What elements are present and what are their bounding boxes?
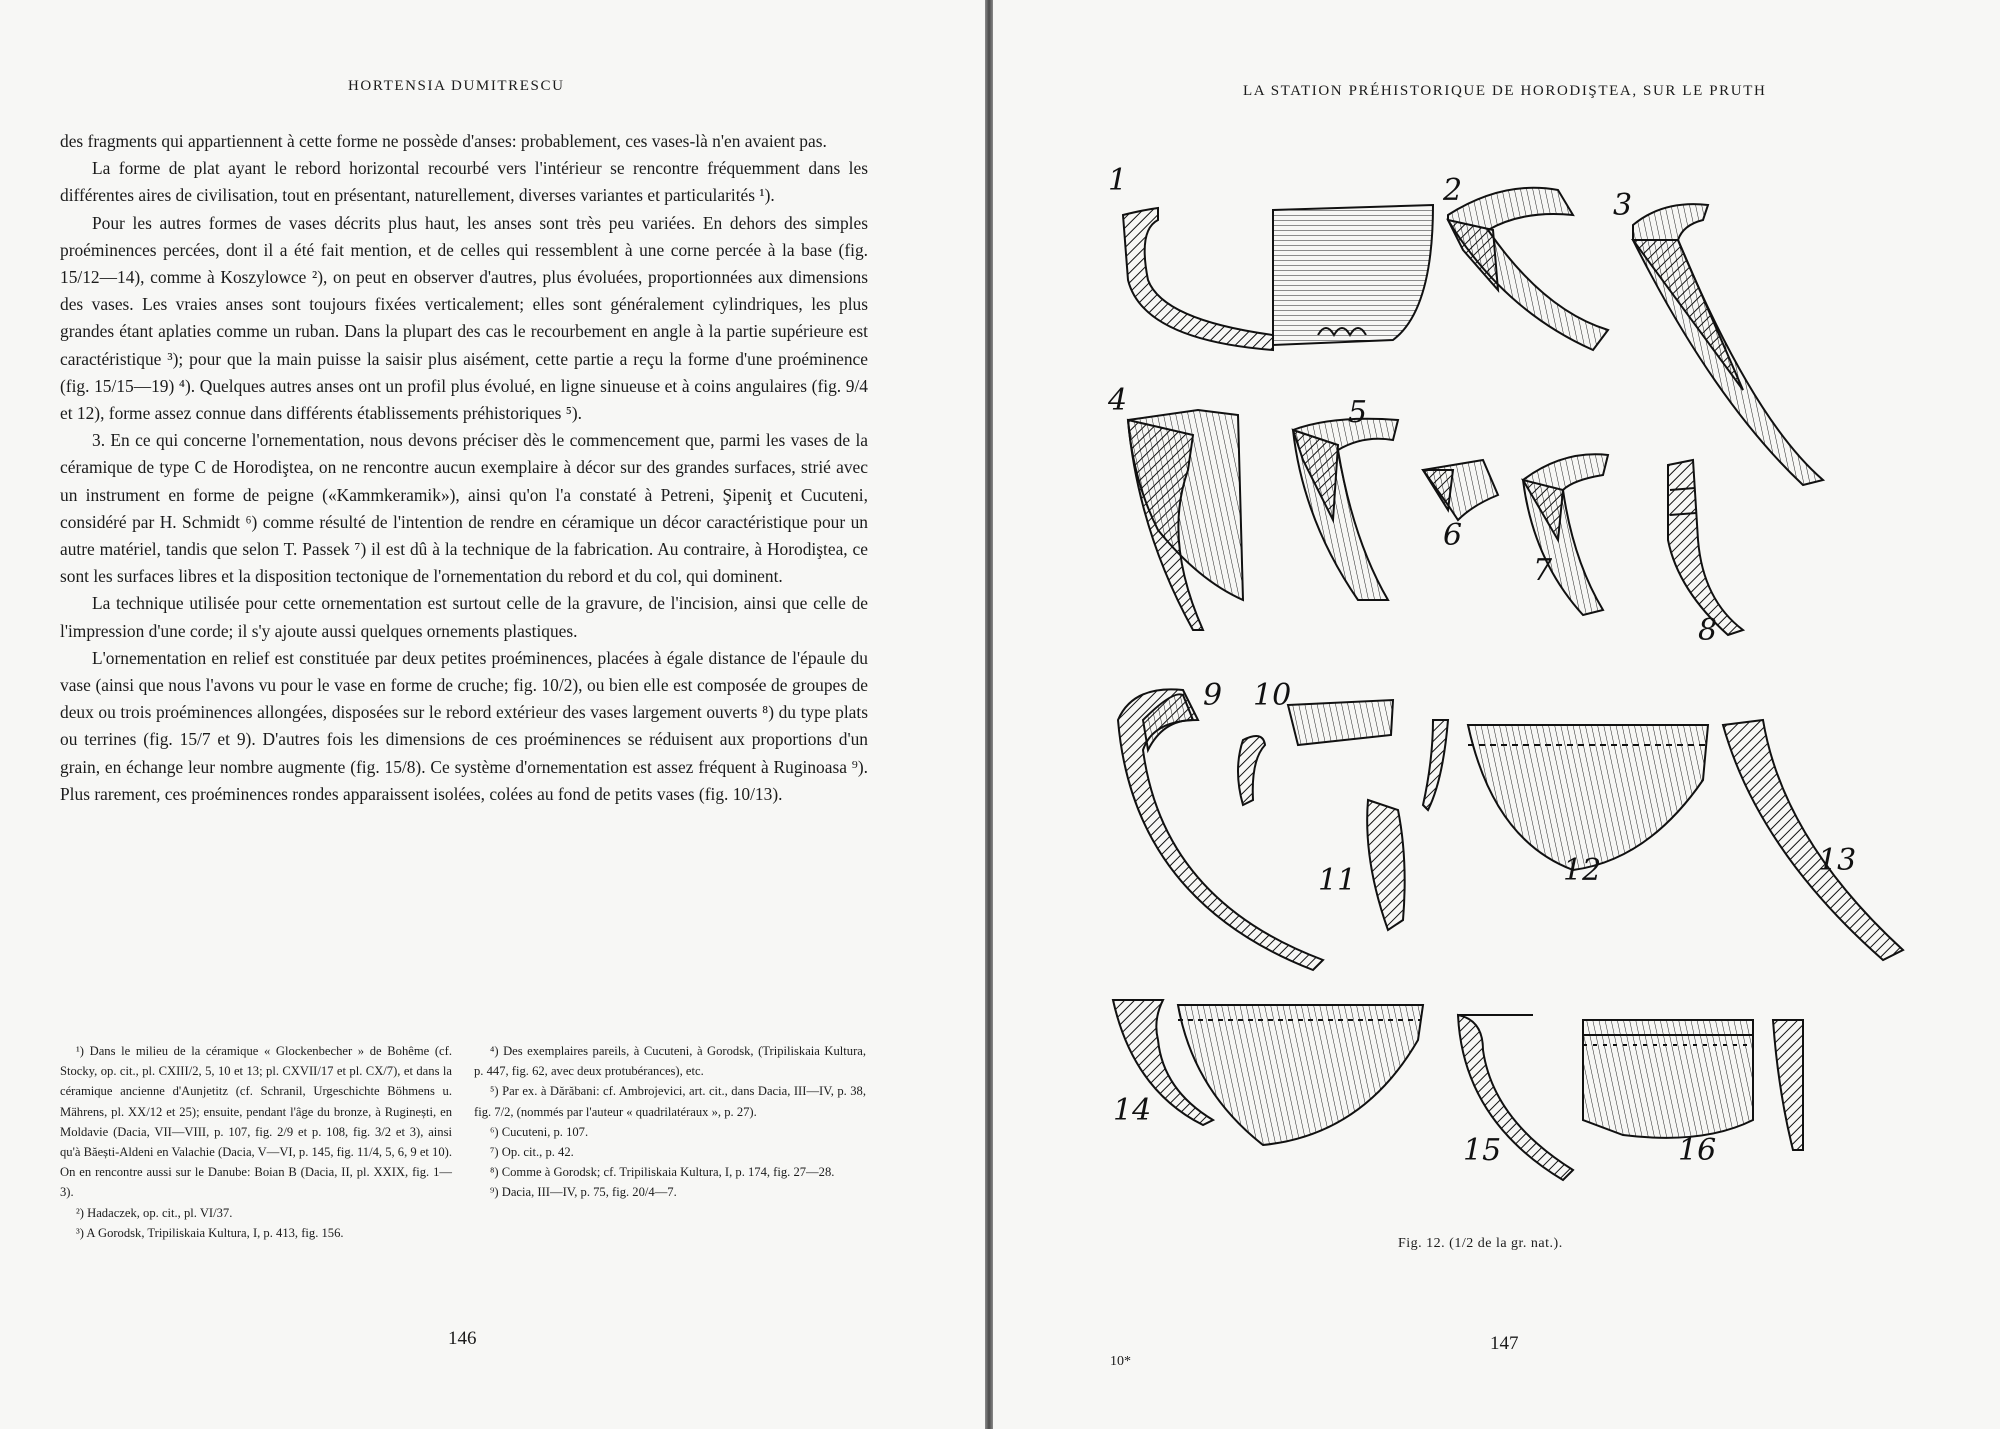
fig-label-11: 11 (1318, 863, 1357, 898)
fig-label-15: 15 (1463, 1133, 1502, 1168)
fig-label-1: 1 (1108, 163, 1128, 198)
sherd-2 (1442, 173, 1608, 350)
fig-label-6: 6 (1443, 518, 1463, 553)
sherd-7 (1523, 454, 1608, 615)
paragraph: 3. En ce qui concerne l'ornementation, nous devons préciser dès le commencement que, parmi les vases de la céramique de type C de Horodiştea, on ne rencontre aucun exemplaire à décor sur des grandes surfaces, strié avec un instrument en forme de peigne («Kammkeramik»), ainsi qu'on l'a constaté à Petreni, Şipeniţ et Cucuteni, considéré par H. Schmidt ⁶) comme résulté de l'intention de rendre en céramique un décor caractéristique pour un autre matériel, tandis que selon T. Passek ⁷) il est dû à la technique de la fabrication. Au contraire, à Horodiştea, ce sont les surfaces libres et la disposition tectonique de l'ornementation du rebord et du col, qui dominent. (60, 430, 868, 587)
page-number-right: 147 (1490, 1333, 1519, 1354)
paragraph: La technique utilisée pour cette ornementation est surtout celle de la gravure, de l'incision, ainsi que celle de l'impression d'une corde; il s'y ajoute aussi quelques ornements plastiques. (60, 593, 868, 641)
running-head-right: LA STATION PRÉHISTORIQUE DE HORODIŞTEA, SUR LE PRUTH (1243, 83, 1767, 99)
left-page (0, 0, 985, 1429)
sherd-1 (1108, 163, 1433, 350)
footnote: ⁷) Op. cit., p. 42. (490, 1145, 574, 1160)
footnote: ¹) Dans le milieu de la céramique « Glockenbecher » de Bohême (cf. Stocky, op. cit., pl. CXIII/2, 5, 10 et 13; pl. CXVII/17 et pl. CX/7), et dans la céramique ancienne d'Aunjetitz (cf. Schranil, Urgeschichte Böhmens u. Mährens, pl. XX/12 et 25); ensuite, pendant l'âge du bronze, à Ruginești, en Moldavie (Dacia, VII—VIII, p. 107, fig. 2/9 et p. 108, fig. 3/2 et 3), ainsi qu'à Băești-Aldeni en Valachie (Dacia, V—VI, p. 145, fig. 11/4, 5, 6, 9 et 10). On en rencontre aussi sur le Danube: Boian B (Dacia, II, pl. XXIX, fig. 1—3). (60, 1044, 452, 1200)
signature-mark: 10* (1110, 1354, 1131, 1369)
sherd-15 (1458, 1015, 1573, 1180)
fig-label-13: 13 (1818, 843, 1857, 878)
book-gutter (985, 0, 993, 1429)
fig-label-4: 4 (1108, 383, 1128, 418)
fig-label-12: 12 (1563, 853, 1602, 888)
running-head-left: HORTENSIA DUMITRESCU (348, 78, 565, 94)
fig-label-8: 8 (1698, 613, 1718, 648)
sherd-11 (1318, 800, 1405, 930)
footnote: ³) A Gorodsk, Tripiliskaia Kultura, I, p. 413, fig. 156. (76, 1225, 344, 1240)
sherd-6 (1423, 460, 1498, 553)
fig-label-2: 2 (1443, 173, 1463, 208)
sherd-3 (1613, 188, 1823, 485)
fig-label-10: 10 (1253, 678, 1292, 713)
footnote: ⁶) Cucuteni, p. 107. (490, 1124, 589, 1139)
sherd-4 (1107, 383, 1243, 630)
footnote: ⁹) Dacia, III—IV, p. 75, fig. 20/4—7. (490, 1185, 677, 1200)
figure-caption: Fig. 12. (1/2 de la gr. nat.). (1398, 1236, 1563, 1251)
fig-label-9: 9 (1203, 678, 1223, 713)
fig-label-3: 3 (1613, 188, 1633, 223)
fig-label-7: 7 (1533, 553, 1553, 588)
body-text (60, 128, 868, 808)
pottery-fragments-figure (1103, 160, 1923, 1200)
sherd-drawings (1103, 160, 1923, 1200)
fig-label-16: 16 (1678, 1133, 1717, 1168)
sherd-5 (1293, 395, 1398, 600)
sherd-10 (1238, 678, 1393, 805)
paragraph: La forme de plat ayant le rebord horizontal recourbé vers l'intérieur se rencontre fréquemment dans les différentes aires de civilisation, tout en présentant, naturellement, diverses variantes et particularités ¹). (60, 158, 868, 206)
footnote: ²) Hadaczek, op. cit., pl. VI/37. (76, 1205, 233, 1220)
sherd-13 (1723, 720, 1903, 960)
sherd-12 (1423, 720, 1708, 888)
sherd-8 (1668, 460, 1743, 648)
fig-label-5: 5 (1348, 395, 1368, 430)
footnotes-column-1 (60, 1041, 452, 1243)
right-page (993, 0, 2000, 1429)
paragraph: L'ornementation en relief est constituée par deux petites proéminences, placées à égale distance de l'épaule du vase (ainsi que nous l'avons vu pour le vase en forme de cruche; fig. 10/2), ou bien elle est composée de groupes de deux ou trois proéminences allongées, disposées sur le rebord extérieur des vases largement ouverts ⁸) du type plats ou terrines (fig. 15/7 et 9). D'autres fois les dimensions de ces proéminences se réduisent aux proportions d'un grain, en échange leur nombre augmente (fig. 15/8). Ce système d'ornementation est assez fréquent à Ruginoasa ⁹). Plus rarement, ces proéminences rondes apparaissent isolées, colées au fond de petits vases (fig. 10/13). (60, 647, 868, 804)
paragraph: Pour les autres formes de vases décrits plus haut, les anses sont très peu variées. En dehors des simples proéminences percées, dont il a été fait mention, et de celles qui ressemblent à une corne percée à la base (fig. 15/12—14), comme à Koszylowce ²), on peut en observer d'autres, plus évoluées, proportionnées aux dimensions des vases. Les vraies anses sont toujours fixées verticalement; elles sont généralement cylindriques, les plus grandes étant aplaties comme un ruban. Dans la plupart des cas le recourbement en angle à la partie supérieure est caractéristique ³); pour que la main puisse la saisir plus aisément, cette partie a reçu la forme d'une proéminence (fig. 15/15—19) ⁴). Quelques autres anses ont un profil plus évolué, en ligne sinueuse et à coins angulaires (fig. 9/4 et 12), forme assez connue dans différents établissements préhistoriques ⁵). (60, 212, 868, 424)
sherd-16 (1583, 1020, 1803, 1168)
fig-label-14: 14 (1113, 1093, 1152, 1128)
footnote: ⁸) Comme à Gorodsk; cf. Tripiliskaia Kultura, I, p. 174, fig. 27—28. (490, 1165, 835, 1180)
page-number-left: 146 (448, 1328, 477, 1349)
footnote: ⁴) Des exemplaires pareils, à Cucuteni, à Gorodsk, (Tripiliskaia Kultura, p. 447, fig. 62, avec deux protubérances), etc. (474, 1044, 866, 1079)
sherd-14 (1113, 1000, 1423, 1145)
footnotes-column-2 (474, 1041, 866, 1203)
paragraph: des fragments qui appartiennent à cette forme ne possède d'anses: probablement, ces vases-là n'en avaient pas. (60, 131, 827, 151)
footnote: ⁵) Par ex. à Dărăbani: cf. Ambrojevici, art. cit., dans Dacia, III—IV, p. 38, fig. 7/2, (nommés par l'auteur « quadrilatéraux », p. 27). (474, 1084, 866, 1119)
